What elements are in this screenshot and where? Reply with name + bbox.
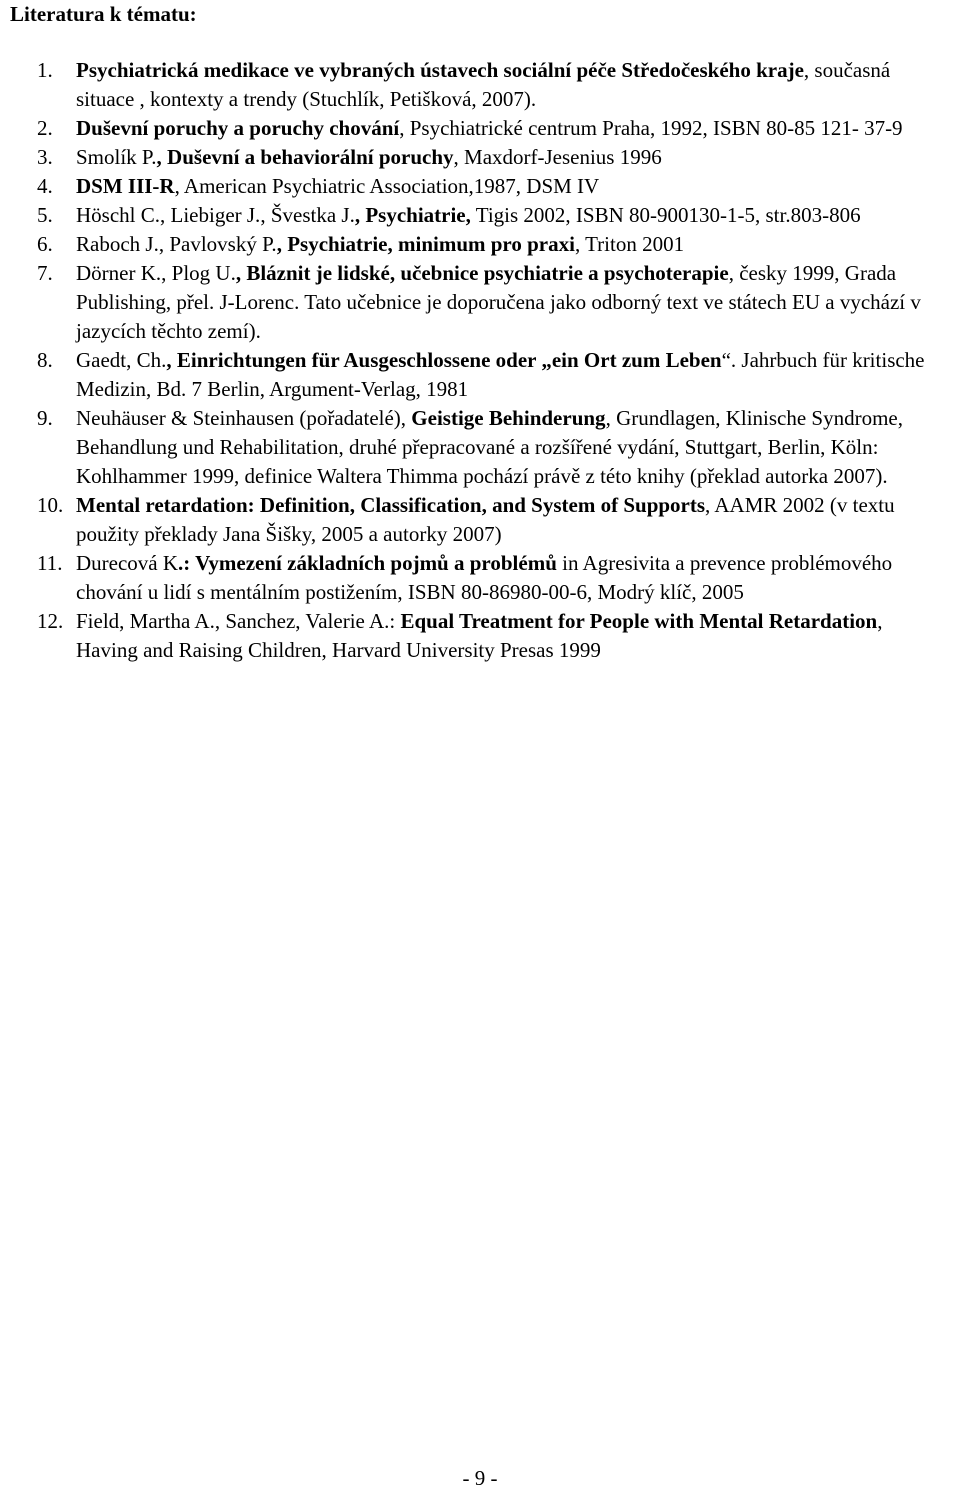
reference-title: , Bláznit je lidské, učebnice psychiatrie a psychoterapie (235, 261, 729, 285)
reference-number: 10. (37, 493, 64, 517)
reference-text: Dörner K. (76, 261, 162, 285)
reference-text: , Pavlovský P. (158, 232, 277, 256)
reference-number: 11. (37, 551, 63, 575)
reference-text: in Agresivita a prevence problémového chování u lidí s mentálním postižením, ISBN 80-86980-00-6, Modrý klíč, 2005 (76, 551, 893, 604)
reference-title: .: Vymezení základních pojmů a problémů (178, 551, 557, 575)
reference-item (0, 549, 944, 607)
reference-number: 9. (37, 406, 53, 430)
reference-text: , současná situace , kontexty a trendy (Stuchlík, Petišková, 2007). (76, 58, 891, 111)
page-number: - 9 - (462, 1466, 498, 1490)
reference-item (0, 346, 944, 404)
reference-number: 1. (37, 58, 53, 82)
reference-number: 2. (37, 116, 53, 140)
reference-text: , Psychiatrické centrum Praha, 1992, ISBN 80-85 121- 37-9 (399, 116, 903, 140)
reference-title: Mental retardation: Definition, Classification, and System of Supports (76, 493, 706, 517)
reference-title: DSM III-R (76, 174, 175, 198)
page-heading: Literatura k tématu: (10, 2, 197, 26)
reference-text: , Liebiger J. (160, 203, 261, 227)
reference-text: Tigis 2002, ISBN 80-900130-1-5, str.803-806 (470, 203, 861, 227)
reference-number: 12. (37, 609, 64, 633)
reference-title: , Psychiatrie, (354, 203, 471, 227)
reference-list (0, 56, 944, 665)
reference-text: , American Psychiatric Association,1987, DSM IV (174, 174, 600, 198)
reference-title: Geistige Behinderung (411, 406, 606, 430)
reference-item (0, 143, 944, 172)
reference-item (0, 259, 944, 346)
reference-number: 8. (37, 348, 53, 372)
reference-title: Duševní poruchy a poruchy chování (76, 116, 400, 140)
reference-title: , Psychiatrie, minimum pro praxi (276, 232, 575, 256)
reference-item (0, 607, 944, 665)
reference-item (0, 491, 944, 549)
reference-item (0, 404, 944, 491)
reference-text: , česky 1999, Grada Publishing, přel. J-Lorenc. Tato učebnice je doporučena jako odborný text ve státech EU a vychází v jazycích těchto zemí). (76, 261, 921, 343)
reference-text: , Švestka J. (260, 203, 355, 227)
reference-title: , Einrichtungen für Ausgeschlossene oder „ein Ort zum Leben (166, 348, 722, 372)
reference-text: “. Jahrbuch für kritische Medizin, Bd. 7 Berlin, Argument-Verlag, 1981 (76, 348, 925, 401)
reference-number: 3. (37, 145, 53, 169)
reference-text: , AAMR 2002 (v textu použity překlady Jana Šišky, 2005 a autorky 2007) (76, 493, 895, 546)
reference-text: , Plog U. (161, 261, 236, 285)
reference-text: Field, Martha A., Sanchez, Valerie A.: (76, 609, 401, 633)
reference-title: Psychiatrická medikace ve vybraných ústavech sociální péče Středočeského kraje (76, 58, 804, 82)
reference-text: , Triton 2001 (574, 232, 685, 256)
reference-text: Neuhäuser & Steinhausen (pořadatelé), (76, 406, 412, 430)
reference-text: Gaedt, Ch. (76, 348, 167, 372)
reference-item (0, 172, 944, 201)
reference-item (0, 56, 944, 114)
reference-title: Equal Treatment for People with Mental Retardation (400, 609, 878, 633)
reference-text: Höschl C. (76, 203, 160, 227)
reference-text: Durecová K (76, 551, 179, 575)
reference-text: Smolík P. (76, 145, 157, 169)
reference-item (0, 230, 944, 259)
reference-text: Raboch J. (76, 232, 159, 256)
reference-text: , Grundlagen, Klinische Syndrome, Behandlung und Rehabilitation, druhé přepracované a rozšířené vydání, Stuttgart, Berlin, Köln: Kohlhammer 1999, definice Waltera Thimma pochází právě z této knihy (překlad autorka 2007). (76, 406, 904, 488)
reference-number: 5. (37, 203, 53, 227)
reference-text: , Having and Raising Children, Harvard University Presas 1999 (76, 609, 883, 662)
reference-number: 4. (37, 174, 53, 198)
reference-item (0, 201, 944, 230)
reference-item (0, 114, 944, 143)
reference-number: 6. (37, 232, 53, 256)
reference-number: 7. (37, 261, 53, 285)
reference-title: , Duševní a behaviorální poruchy (156, 145, 454, 169)
reference-text: , Maxdorf-Jesenius 1996 (453, 145, 662, 169)
